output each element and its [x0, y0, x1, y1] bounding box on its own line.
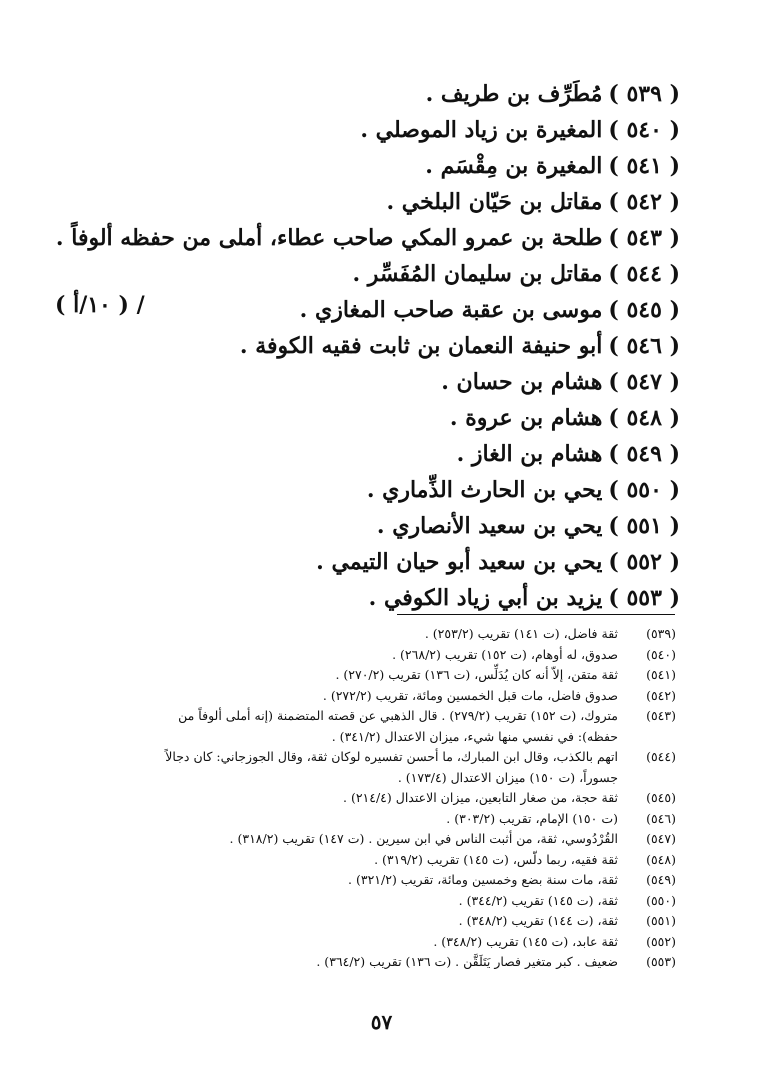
- entry-row: [60, 580, 680, 616]
- entry-row: [60, 328, 680, 364]
- footnote-line: ثقة، (ت ١٤٤) تقريب (٣٤٨/٢) .: [458, 913, 618, 928]
- entry-row: [60, 292, 680, 328]
- footnote-separator: [397, 614, 675, 615]
- footnote: [96, 891, 676, 912]
- footnote-text: [96, 850, 618, 871]
- footnote-line: ثقة حجة، من صغار التابعين، ميزان الاعتدال (٢١٤/٤) .: [343, 790, 618, 805]
- footnote-text: [96, 952, 618, 973]
- entry-number: ( ٥٤٨ ): [608, 405, 680, 431]
- entry-row: [60, 76, 680, 112]
- footnote-line: متروك، (ت ١٥٢) تقريب (٢٧٩/٢) . قال الذهبي عن قصته المتضمنة (إنه أملى ألوفاً من: [178, 708, 618, 723]
- footnote-number: (٥٤٩): [646, 872, 676, 887]
- footnote-number: (٥٥٠): [646, 892, 676, 908]
- entry-row: [55, 220, 680, 256]
- entry-text: أبو حنيفة النعمان بن ثابت فقيه الكوفة .: [239, 333, 603, 359]
- footnote-text: [96, 665, 618, 686]
- footnote-text: [96, 747, 618, 788]
- entry-row: [60, 112, 680, 148]
- entries-list: [55, 76, 680, 616]
- footnote-text: [96, 891, 618, 912]
- footnote-number: (٥٥٢): [646, 933, 676, 949]
- footnote-number: (٥٤٥): [646, 790, 676, 805]
- entry-number: ( ٥٤٧ ): [608, 369, 680, 395]
- footnote-line: ثقة فاضل، (ت ١٤١) تقريب (٢٥٣/٢) .: [424, 626, 618, 641]
- footnote-text: [96, 788, 618, 809]
- footnote-number: (٥٤٨): [646, 851, 676, 867]
- footnote-number: (٥٤٧): [646, 831, 676, 846]
- entry-row: [60, 472, 680, 508]
- entry-row: [60, 148, 680, 184]
- footnote-line: ثقة فقيه، ربما دلّس، (ت ١٤٥) تقريب (٣١٩/٢) .: [374, 851, 618, 867]
- entry-text: مقاتل بن حَيّان البلخي .: [386, 189, 603, 215]
- footnote: [96, 665, 676, 686]
- footnote-line: حفظه): في نفسي منها شيء، ميزان الاعتدال (٣٤١/٢) .: [331, 728, 618, 744]
- entry-row: [60, 184, 680, 220]
- footnote: [96, 952, 676, 973]
- footnote-line: صدوق فاضل، مات قبل الخمسين ومائة، تقريب (٢٧٢/٢) .: [322, 687, 618, 703]
- entry-number: ( ٥٤٣ ): [608, 225, 680, 251]
- entry-number: ( ٥٥٠ ): [608, 477, 680, 503]
- entry-number: ( ٥٤٢ ): [608, 189, 680, 215]
- margin-reference: ( ١٠/أ ) /: [55, 292, 145, 318]
- entry-text: طلحة بن عمرو المكي صاحب عطاء، أملى من حفظه ألوفاً .: [55, 225, 603, 251]
- footnote-line: (ت ١٥٠) الإمام، تقريب (٣٠٣/٢) .: [446, 810, 618, 826]
- entry-text: المغيرة بن زياد الموصلي .: [360, 117, 603, 143]
- footnote-text: [96, 911, 618, 932]
- entry-number: ( ٥٥٣ ): [608, 585, 680, 611]
- footnote-line: ثقة، (ت ١٤٥) تقريب (٣٤٤/٢) .: [458, 892, 618, 908]
- footnote: [96, 809, 676, 830]
- entry-number: ( ٥٤١ ): [608, 153, 680, 179]
- entry-number: ( ٥٤٤ ): [608, 261, 680, 287]
- footnote-number: (٥٤١): [646, 667, 676, 682]
- footnote: [96, 624, 676, 645]
- footnote: [96, 911, 676, 932]
- footnote-text: [96, 686, 618, 707]
- footnote-line: ثقة، مات سنة بضع وخمسين ومائة، تقريب (٣٢١/٢) .: [348, 872, 618, 887]
- footnote-number: (٥٤٠): [646, 646, 676, 662]
- footnote: [96, 829, 676, 850]
- footnote-number: (٥٤٣): [646, 708, 676, 723]
- footnote-text: [96, 870, 618, 891]
- entry-text: يحي بن سعيد الأنصاري .: [376, 513, 603, 539]
- entry-text: المغيرة بن مِقْسَم .: [425, 153, 603, 179]
- footnote: [96, 788, 676, 809]
- footnote-text: [96, 645, 618, 666]
- entry-row: [60, 436, 680, 472]
- footnote: [96, 850, 676, 871]
- footnote: [96, 686, 676, 707]
- entry-text: مقاتل بن سليمان المُفَسِّر .: [352, 261, 603, 287]
- footnote: [96, 645, 676, 666]
- entry-row: [60, 544, 680, 580]
- footnote-number: (٥٣٩): [646, 626, 676, 641]
- entry-text: هشام بن عروة .: [449, 405, 603, 431]
- footnote-line: جسوراً، (ت ١٥٠) ميزان الاعتدال (١٧٣/٤) .: [397, 769, 618, 785]
- entry-text: يزيد بن أبي زياد الكوفي .: [368, 585, 603, 611]
- entry-row: [60, 364, 680, 400]
- entry-row: [60, 508, 680, 544]
- footnote-number: (٥٥١): [646, 913, 676, 928]
- footnote: [96, 706, 676, 747]
- entry-text: يحي بن سعيد أبو حيان التيمي .: [316, 549, 603, 575]
- entry-number: ( ٥٤٩ ): [608, 441, 680, 467]
- footnote-line: ثقة متقن، إلاّ أنه كان يُدَلِّس، (ت ١٣٦) تقريب (٢٧٠/٢) .: [335, 667, 618, 682]
- entry-text: مُطَرِّف بن طريف .: [425, 81, 603, 107]
- footnotes-list: [96, 624, 676, 973]
- footnote-number: (٥٤٦): [646, 810, 676, 826]
- footnote-line: ضعيف . كبر متغير فصار يَتَلَقَّن . (ت ١٣٦) تقريب (٣٦٤/٢) .: [316, 954, 618, 969]
- footnote: [96, 932, 676, 953]
- page-number: ٥٧: [370, 1010, 393, 1034]
- footnote-line: اتهم بالكذب، وقال ابن المبارك، ما أحسن تفسيره لوكان ثقة، وقال الجوزجاني: كان دجالاً: [165, 749, 618, 764]
- entry-row: [60, 400, 680, 436]
- entry-text: يحي بن الحارث الذِّماري .: [366, 477, 603, 503]
- footnote-number: (٥٤٤): [646, 749, 676, 764]
- footnote-number: (٥٥٣): [646, 954, 676, 969]
- footnote-text: [96, 809, 618, 830]
- footnote-line: القُرْدُوسي، ثقة، من أثبت الناس في ابن سيرين . (ت ١٤٧) تقريب (٣١٨/٢) .: [229, 831, 618, 846]
- footnote-line: صدوق، له أوهام، (ت ١٥٢) تقريب (٢٦٨/٢) .: [392, 646, 618, 662]
- footnote-text: [96, 624, 618, 645]
- entry-text: هشام بن حسان .: [441, 369, 603, 395]
- entry-text: موسى بن عقبة صاحب المغازي .: [299, 297, 603, 323]
- entry-number: ( ٥٤٥ ): [608, 297, 680, 323]
- footnote: [96, 747, 676, 788]
- entry-text: هشام بن الغاز .: [456, 441, 603, 467]
- footnote: [96, 870, 676, 891]
- footnote-number: (٥٤٢): [646, 687, 676, 703]
- entry-number: ( ٥٣٩ ): [608, 81, 680, 107]
- footnote-line: ثقة عابد، (ت ١٤٥) تقريب (٣٤٨/٢) .: [433, 933, 618, 949]
- entry-number: ( ٥٥١ ): [608, 513, 680, 539]
- entry-number: ( ٥٥٢ ): [608, 549, 680, 575]
- footnote-text: [96, 706, 618, 747]
- footnote-text: [96, 932, 618, 953]
- entry-number: ( ٥٤٦ ): [608, 333, 680, 359]
- entry-row: [60, 256, 680, 292]
- entry-number: ( ٥٤٠ ): [608, 117, 680, 143]
- footnote-text: [96, 829, 618, 850]
